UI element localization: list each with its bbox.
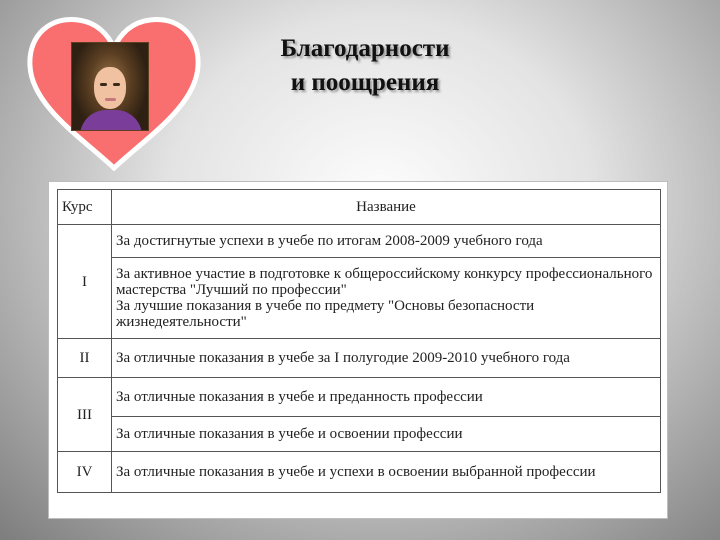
award-cell: За отличные показания в учебе за I полугодие 2009-2010 учебного года bbox=[112, 339, 661, 378]
award-cell: За отличные показания в учебе и освоении профессии bbox=[112, 417, 661, 452]
table-row bbox=[58, 452, 661, 493]
portrait-eye-left bbox=[100, 83, 107, 86]
table-row bbox=[58, 417, 661, 452]
portrait-face bbox=[94, 67, 126, 109]
award-text: За лучшие показания в учебе по предмету "Основы безопасности жизнедеятельности" bbox=[116, 298, 535, 330]
slide-title-line1: Благодарности bbox=[280, 35, 450, 62]
course-cell-1: I bbox=[58, 225, 112, 339]
award-cell bbox=[112, 258, 661, 339]
award-cell: За отличные показания в учебе и успехи в освоении выбранной профессии bbox=[112, 452, 661, 493]
course-cell-2: II bbox=[58, 339, 112, 378]
portrait-shirt bbox=[80, 110, 142, 131]
header-course: Курс bbox=[58, 190, 112, 225]
portrait-lips bbox=[105, 98, 116, 101]
slide-title-line2: и поощрения bbox=[290, 69, 440, 96]
portrait-photo bbox=[71, 42, 149, 131]
table-row bbox=[58, 258, 661, 339]
table-header-row bbox=[58, 190, 661, 225]
course-cell-4: IV bbox=[58, 452, 112, 493]
awards-table-card bbox=[48, 181, 668, 519]
award-cell: За достигнутые успехи в учебе по итогам 2008-2009 учебного года bbox=[112, 225, 661, 258]
table-row bbox=[58, 339, 661, 378]
award-text: За активное участие в подготовке к общероссийскому конкурсу профессионального мастерства "Лучший по профессии" bbox=[116, 266, 653, 298]
course-cell-3: III bbox=[58, 378, 112, 452]
slide-title bbox=[200, 32, 530, 100]
table-row bbox=[58, 225, 661, 258]
portrait-eye-right bbox=[113, 83, 120, 86]
header-name: Название bbox=[112, 190, 661, 225]
awards-table bbox=[57, 189, 661, 493]
table-row bbox=[58, 378, 661, 417]
award-cell: За отличные показания в учебе и преданность профессии bbox=[112, 378, 661, 417]
